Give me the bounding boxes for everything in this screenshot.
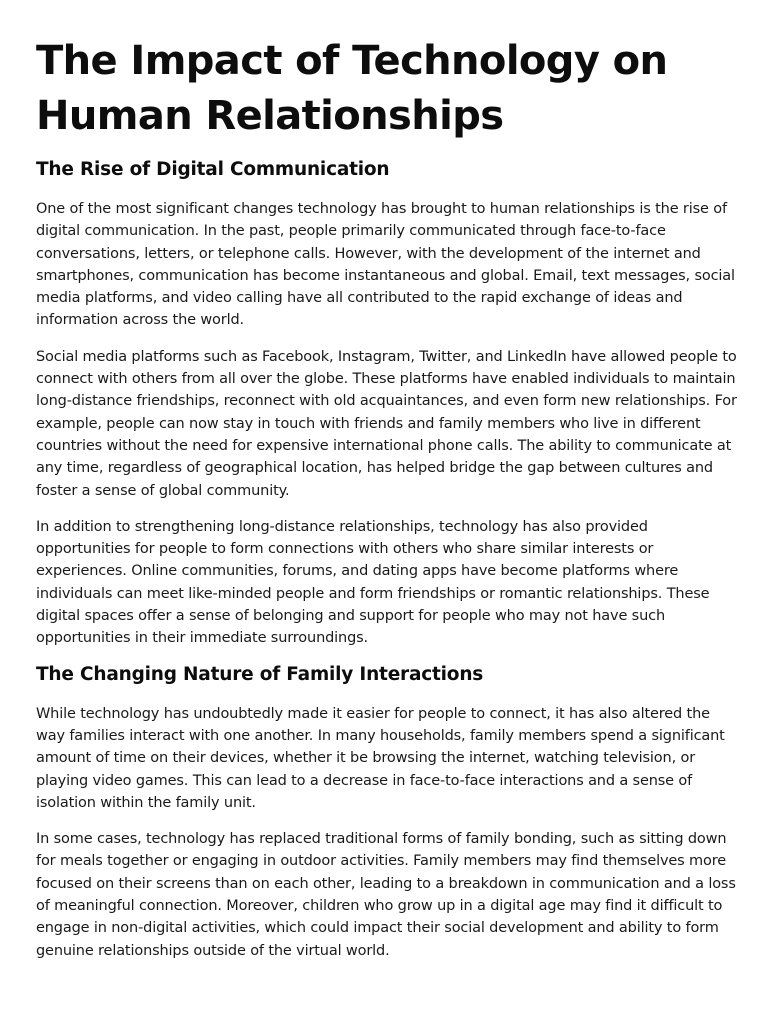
section-heading: The Rise of Digital Communication bbox=[36, 159, 390, 180]
page-title: The Impact of Technology on Human Relationships bbox=[36, 38, 668, 139]
paragraph: While technology has undoubtedly made it easier for people to connect, it has also altered the way families interact with one another. In many households, family members spend a significant amount of time on their devices, whether it be browsing the internet, watching television, or playing video games. This can lead to a decrease in face-to-face interactions and a sense of isolation within the family unit. bbox=[36, 705, 725, 811]
paragraph: In some cases, technology has replaced traditional forms of family bonding, such as sitting down for meals together or engaging in outdoor activities. Family members may find themselves more focused on their screens than on each other, leading to a breakdown in communication and a loss of meaningful connection. Moreover, children who grow up in a digital age may find it difficult to engage in non-digital activities, which could impact their social development and ability to form genuine relationships outside of the virtual world. bbox=[36, 831, 736, 959]
paragraph: One of the most significant changes technology has brought to human relationships is the rise of digital communication. In the past, people primarily communicated through face-to-face conversations, letters, or telephone calls. However, with the development of the internet and smartphones, communication has become instantaneous and global. Email, text messages, social media platforms, and video calling have all contributed to the rapid exchange of ideas and information across the world. bbox=[36, 201, 735, 329]
section-heading: The Changing Nature of Family Interactions bbox=[36, 663, 484, 685]
section-family-interactions bbox=[36, 662, 740, 962]
paragraph: In addition to strengthening long-distance relationships, technology has also provided opportunities for people to form connections with others who share similar interests or experiences. Online communities, forums, and dating apps have become platforms where individuals can meet like-minded people and form friendships or romantic relationships. These digital spaces offer a sense of belonging and support for people who may not have such opportunities in their immediate surroundings. bbox=[36, 518, 710, 647]
paragraph: Social media platforms such as Facebook, Instagram, Twitter, and LinkedIn have allowed people to connect with others from all over the globe. These platforms have enabled individuals to maintain long-distance friendships, reconnect with old acquaintances, and even form new relationships. For example, people can now stay in touch with friends and family members who live in different countries without the need for expensive international phone calls. The ability to communicate at any time, regardless of geographical location, has helped bridge the gap between cultures and foster a sense of global community. bbox=[36, 348, 737, 499]
section-digital-communication bbox=[36, 157, 740, 650]
